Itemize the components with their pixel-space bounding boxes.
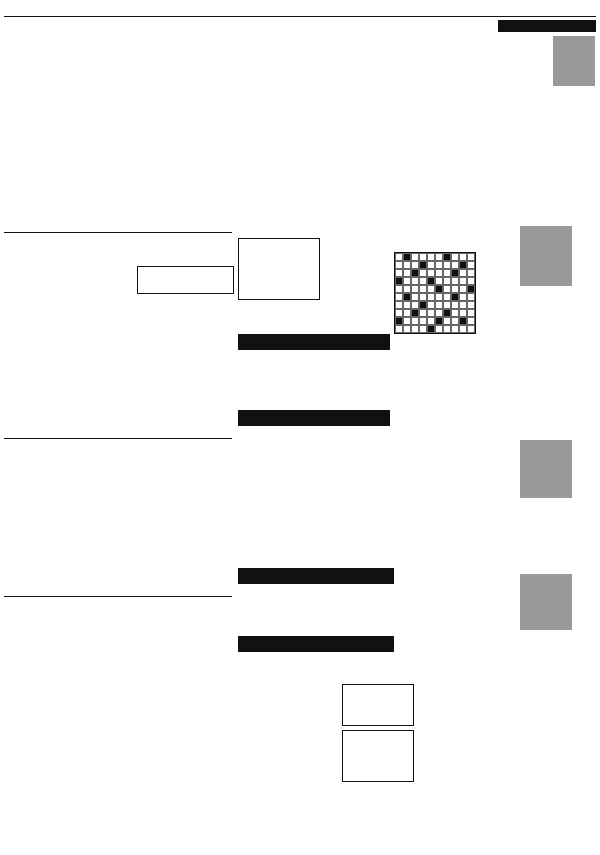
tv-yened — [316, 350, 390, 360]
weather-body — [322, 241, 390, 321]
memorial-header — [498, 210, 596, 224]
epiphania-body — [238, 796, 336, 851]
portrait-photo-1 — [553, 36, 595, 86]
ads-body — [342, 784, 412, 851]
crossword-grid — [394, 252, 476, 334]
congress-body — [238, 115, 492, 235]
peace-body — [137, 303, 232, 433]
radio-banner — [238, 410, 390, 426]
peace-subtitle — [137, 293, 232, 303]
thanks-header — [498, 726, 596, 738]
portrait-photo-2 — [520, 226, 572, 286]
dentist-ad — [342, 684, 414, 726]
works-body — [4, 76, 232, 226]
coops-body — [4, 272, 132, 432]
epiphania-header — [238, 782, 336, 794]
portrait-photo-3 — [520, 440, 572, 498]
works-article — [4, 20, 232, 80]
weddings-body — [498, 500, 596, 570]
tv-erta — [238, 350, 312, 360]
memorial-body — [498, 290, 596, 410]
blachernae-article — [4, 600, 232, 640]
misc-body — [238, 684, 336, 724]
ships-banner — [238, 636, 394, 652]
crossword-clues — [394, 334, 496, 414]
ships-body — [238, 652, 494, 680]
tv-yened-list — [316, 360, 390, 408]
derma-ad — [342, 730, 414, 782]
births-header — [416, 684, 494, 696]
offer-banner — [498, 20, 596, 32]
peace-box — [137, 266, 234, 294]
congress-article — [238, 20, 492, 115]
kolathia-header — [238, 726, 336, 738]
architects-body — [4, 480, 232, 590]
thanks-body — [498, 740, 596, 851]
kolathia-body — [238, 740, 336, 780]
blachernae-body — [4, 646, 232, 851]
weddings-header — [498, 414, 596, 436]
births-body — [416, 698, 494, 851]
divider — [4, 596, 232, 597]
rizospastis-ad — [238, 238, 320, 300]
ad-body — [238, 300, 318, 328]
crossword-header — [394, 238, 496, 250]
portrait-photo-4 — [520, 574, 572, 630]
divider — [4, 232, 232, 233]
tv-erta-list — [238, 360, 312, 408]
right-col-body — [498, 36, 550, 206]
pharmacy-body — [238, 584, 494, 634]
right-bottom-body — [498, 634, 596, 724]
weather-box — [322, 238, 390, 330]
radio-body — [238, 426, 494, 566]
tv-banner — [238, 334, 390, 350]
page-header — [4, 2, 596, 17]
gathering-article — [137, 438, 232, 478]
pharmacy-banner — [238, 568, 394, 584]
